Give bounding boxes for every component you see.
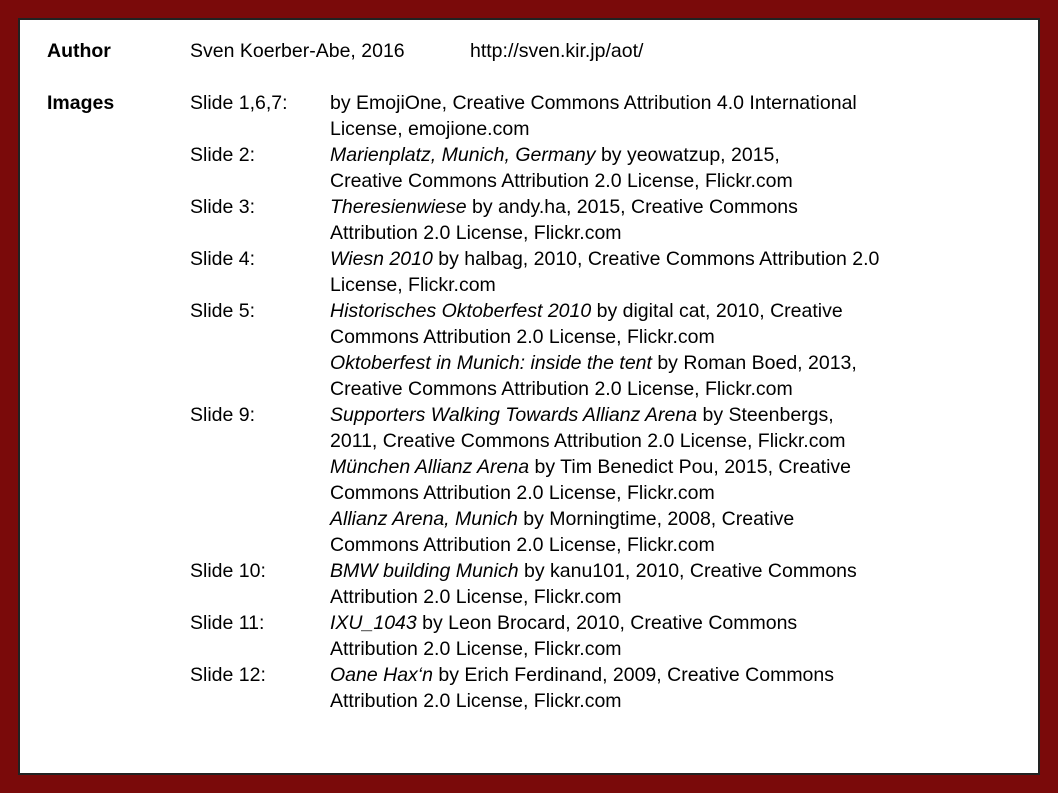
credit-text bbox=[330, 688, 622, 714]
slide-label: Slide 4: bbox=[190, 248, 256, 270]
attribution-text: Creative Commons Attribution 2.0 License, Flickr.com bbox=[330, 170, 793, 192]
attribution-text: by halbag, 2010, Creative Commons Attribution 2.0 bbox=[432, 248, 880, 270]
image-title: Oktoberfest in Munich: inside the tent bbox=[330, 352, 652, 374]
image-title: Marienplatz, Munich, Germany bbox=[330, 144, 596, 166]
author-label: Author bbox=[47, 40, 111, 62]
attribution-text: Attribution 2.0 License, Flickr.com bbox=[330, 638, 622, 660]
attribution-text: by kanu101, 2010, Creative Commons bbox=[518, 560, 857, 582]
slide-label: Slide 2: bbox=[190, 144, 256, 166]
attribution-text: Commons Attribution 2.0 License, Flickr.com bbox=[330, 326, 715, 348]
attribution-text: by Morningtime, 2008, Creative bbox=[517, 508, 795, 530]
slide-label: Slide 1,6,7: bbox=[190, 92, 288, 114]
credit-text bbox=[330, 636, 622, 662]
credit-text bbox=[330, 220, 622, 246]
credit-text bbox=[330, 168, 793, 194]
attribution-text: Attribution 2.0 License, Flickr.com bbox=[330, 222, 622, 244]
credit-text bbox=[330, 584, 622, 610]
attribution-text: by Leon Brocard, 2010, Creative Commons bbox=[416, 612, 798, 634]
slide-label: Slide 10: bbox=[190, 560, 266, 582]
credit-text bbox=[330, 194, 798, 220]
image-title: IXU_1043 bbox=[330, 612, 417, 634]
credit-text bbox=[330, 298, 843, 324]
attribution-text: by Roman Boed, 2013, bbox=[651, 352, 857, 374]
image-title: Oane Hax‘n bbox=[330, 664, 433, 686]
image-title: Historisches Oktoberfest 2010 bbox=[330, 300, 592, 322]
attribution-text: Attribution 2.0 License, Flickr.com bbox=[330, 690, 622, 712]
attribution-text: Commons Attribution 2.0 License, Flickr.com bbox=[330, 534, 715, 556]
slide-label: Slide 9: bbox=[190, 404, 256, 426]
attribution-text: by Steenbergs, bbox=[697, 404, 834, 426]
credit-text bbox=[330, 662, 834, 688]
attribution-text: by digital cat, 2010, Creative bbox=[591, 300, 843, 322]
attribution-text: 2011, Creative Commons Attribution 2.0 License, Flickr.com bbox=[330, 430, 846, 452]
credit-text bbox=[330, 376, 793, 402]
attribution-text: License, emojione.com bbox=[330, 118, 530, 140]
attribution-text: by andy.ha, 2015, Creative Commons bbox=[466, 196, 798, 218]
image-title: Wiesn 2010 bbox=[330, 248, 433, 270]
credit-text bbox=[330, 558, 857, 584]
credit-text bbox=[330, 90, 857, 116]
credit-text bbox=[330, 350, 857, 376]
slide-label: Slide 11: bbox=[190, 612, 265, 634]
image-title: München Allianz Arena bbox=[330, 456, 530, 478]
attribution-text: License, Flickr.com bbox=[330, 274, 496, 296]
slide-label: Slide 12: bbox=[190, 664, 266, 686]
credits-content bbox=[22, 20, 1034, 770]
credit-text bbox=[330, 454, 851, 480]
credit-text bbox=[330, 428, 846, 454]
attribution-text: by yeowatzup, 2015, bbox=[595, 144, 780, 166]
slide-label: Slide 5: bbox=[190, 300, 256, 322]
image-title: Theresienwiese bbox=[330, 196, 467, 218]
image-title: Supporters Walking Towards Allianz Arena bbox=[330, 404, 698, 426]
author-name: Sven Koerber-Abe, 2016 bbox=[190, 40, 405, 62]
credit-text bbox=[330, 324, 715, 350]
credit-text bbox=[330, 402, 834, 428]
attribution-text: by EmojiOne, Creative Commons Attribution 4.0 International bbox=[330, 92, 857, 114]
credit-text bbox=[330, 532, 715, 558]
credit-text bbox=[330, 610, 797, 636]
credit-text bbox=[330, 480, 715, 506]
attribution-text: Attribution 2.0 License, Flickr.com bbox=[330, 586, 622, 608]
credit-text bbox=[330, 506, 794, 532]
images-label: Images bbox=[47, 92, 115, 114]
attribution-text: by Tim Benedict Pou, 2015, Creative bbox=[529, 456, 852, 478]
slide-label: Slide 3: bbox=[190, 196, 256, 218]
attribution-text: Creative Commons Attribution 2.0 License, Flickr.com bbox=[330, 378, 793, 400]
credit-text bbox=[330, 272, 496, 298]
image-title: BMW building Munich bbox=[330, 560, 519, 582]
credit-text bbox=[330, 142, 780, 168]
image-title: Allianz Arena, Munich bbox=[330, 508, 518, 530]
credit-text bbox=[330, 116, 529, 142]
credit-text bbox=[330, 246, 879, 272]
attribution-text: by Erich Ferdinand, 2009, Creative Commons bbox=[432, 664, 835, 686]
author-url: http://sven.kir.jp/aot/ bbox=[470, 40, 644, 62]
attribution-text: Commons Attribution 2.0 License, Flickr.com bbox=[330, 482, 715, 504]
